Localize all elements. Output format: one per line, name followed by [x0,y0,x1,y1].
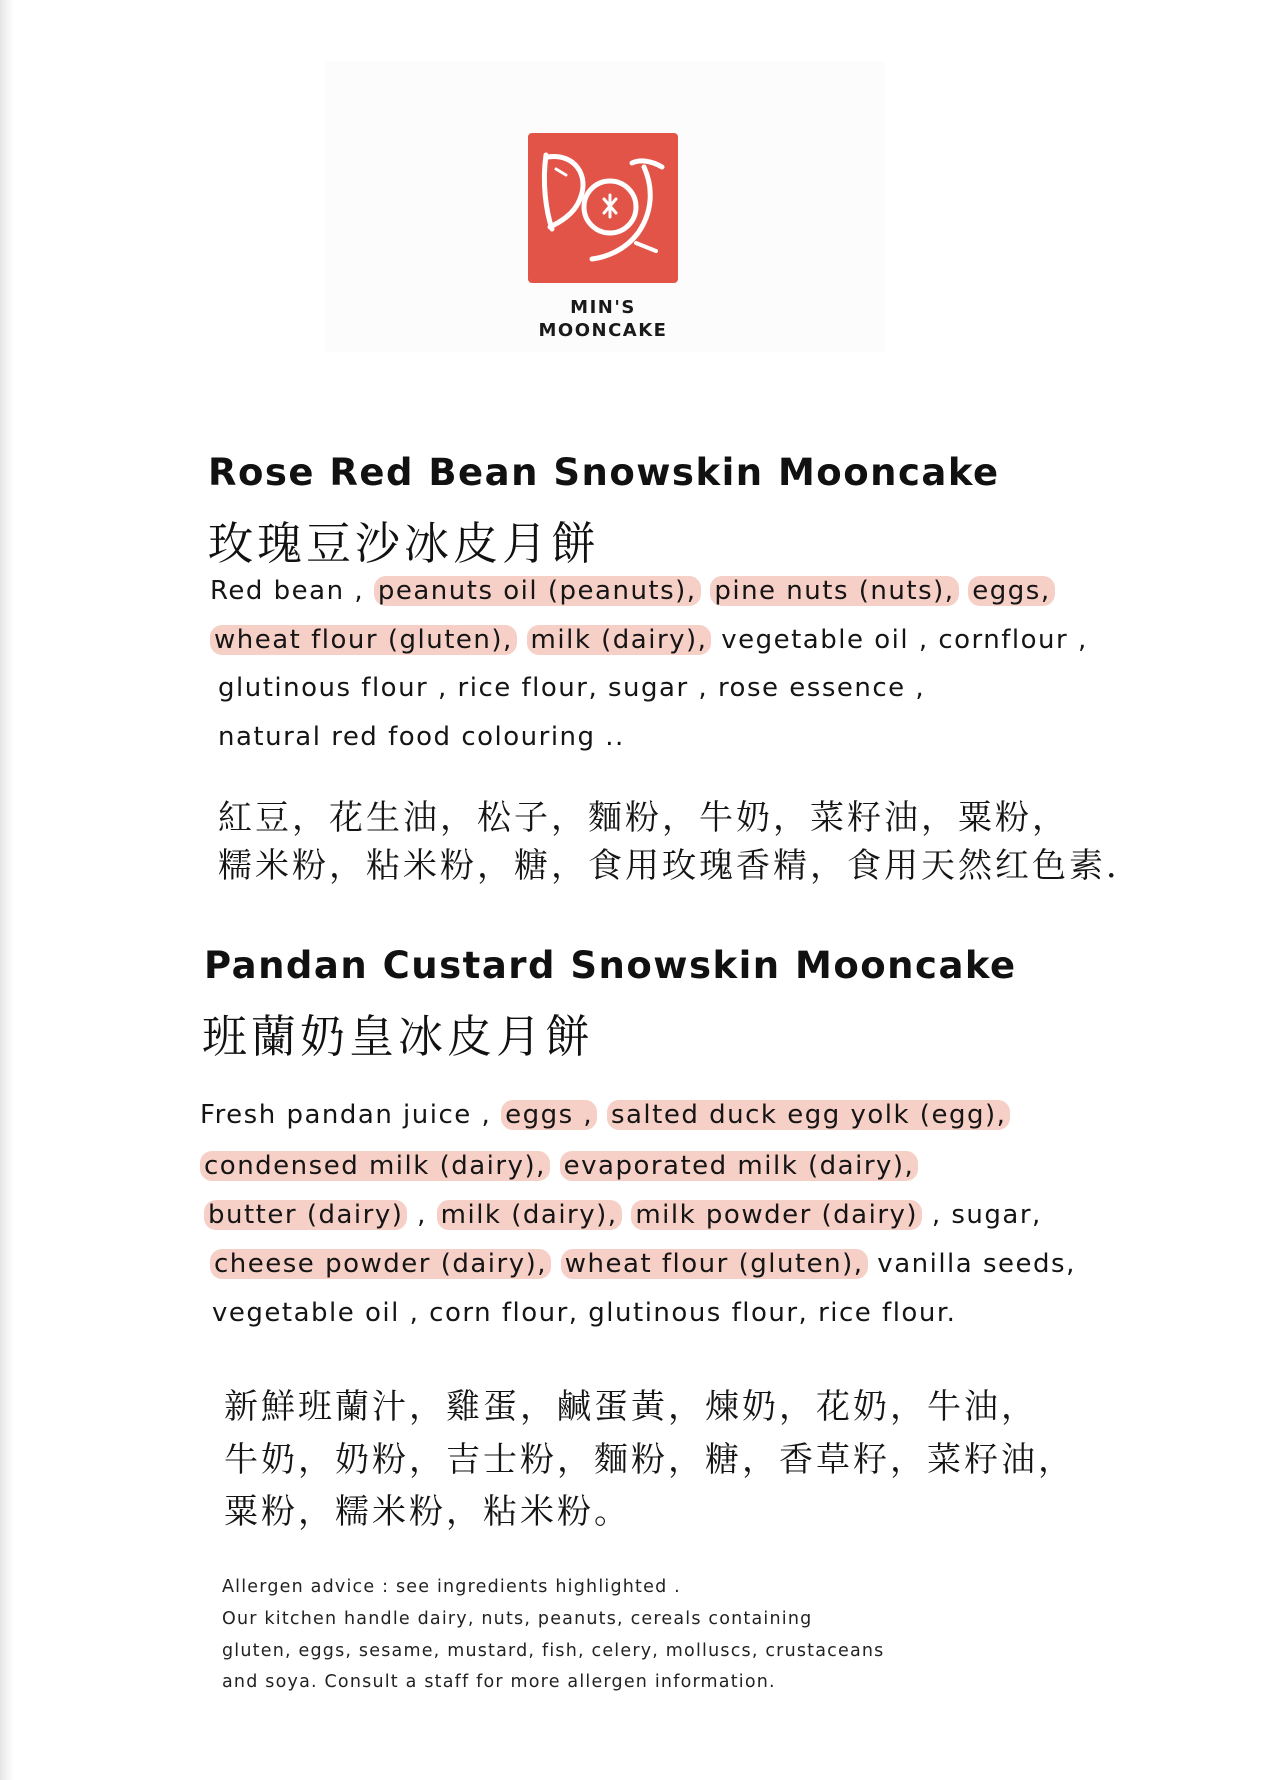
ingredient-text: , [407,1200,437,1230]
allergen-highlight: pine nuts (nuts), [710,576,958,606]
brand-name [500,296,706,342]
allergen-highlight: salted duck egg yolk (egg), [607,1100,1010,1130]
ingredients-en-line [210,625,1088,655]
ingredients-en-line [210,576,1055,606]
allergen-note-line: Allergen advice : see ingredients highlighted . [222,1577,681,1597]
allergen-note-line: Our kitchen handle dairy, nuts, peanuts, cereals containing [222,1609,813,1629]
allergen-highlight: condensed milk (dairy), [200,1151,550,1181]
allergen-highlight: peanuts oil (peanuts), [374,576,701,606]
ingredients-en-line [204,1200,1042,1230]
ingredients-zh-line: 粟粉，糯米粉，粘米粉。 [224,1492,631,1532]
product-title-en: Rose Red Bean Snowskin Mooncake [208,451,1000,494]
ingredients-en-line [218,673,925,703]
ingredient-text [551,1249,561,1279]
allergen-highlight: milk powder (dairy) [631,1200,922,1230]
ingredients-en-line [212,1298,956,1328]
product-title-en: Pandan Custard Snowskin Mooncake [204,944,1017,987]
ingredient-text: , sugar, [922,1200,1042,1230]
allergen-highlight: wheat flour (gluten), [210,625,517,655]
allergen-highlight: cheese powder (dairy), [210,1249,551,1279]
ingredient-text: vanilla seeds, [867,1249,1076,1279]
ingredient-text [622,1200,632,1230]
ingredients-en-line [218,722,625,752]
mooncake-stamp-icon [528,133,678,283]
allergen-highlight: eggs , [501,1100,597,1130]
ingredient-text: vegetable oil , corn flour, glutinous flour, rice flour. [212,1298,957,1328]
allergen-highlight: eggs, [968,576,1054,606]
ingredient-text: natural red food colouring .. [218,722,625,752]
allergen-highlight: milk (dairy), [437,1200,622,1230]
ingredient-text: vegetable oil , cornflour , [711,625,1088,655]
ingredients-en-line [210,1249,1076,1279]
allergen-note-line: and soya. Consult a staff for more allergen information. [222,1672,776,1692]
ingredient-text: Red bean , [210,576,374,606]
ingredient-text: Fresh pandan juice , [200,1100,502,1130]
ingredients-en-line [200,1100,1010,1130]
ingredient-text [517,625,527,655]
allergen-highlight: evaporated milk (dairy), [560,1151,919,1181]
ingredient-text [550,1151,560,1181]
allergen-note-line: gluten, eggs, sesame, mustard, fish, celery, molluscs, crustaceans [222,1641,885,1661]
product-title-zh: 班蘭奶皇冰皮月餅 [202,1010,595,1063]
brand-line-1: MIN'S [570,297,636,318]
ingredient-text [959,576,969,606]
stamp-mark-icon [528,133,678,283]
ingredients-en-line [200,1151,918,1181]
page-edge-shadow [0,0,14,1780]
ingredient-text [701,576,711,606]
ingredients-zh-line: 糯米粉，粘米粉，糖，食用玫瑰香精，食用天然红色素． [218,846,1143,886]
brand-line-2: MOONCAKE [538,320,668,341]
ingredients-zh-line: 紅豆，花生油，松子，麵粉，牛奶，菜籽油，粟粉， [218,798,1069,838]
allergen-highlight: wheat flour (gluten), [561,1249,868,1279]
ingredients-zh-line: 牛奶，奶粉，吉士粉，麵粉，糖，香草籽，菜籽油， [224,1440,1075,1480]
ingredient-text: glutinous flour , rice flour, sugar , rose essence , [218,673,926,703]
ingredient-text [597,1100,607,1130]
ingredients-zh-line: 新鮮班蘭汁，雞蛋，鹹蛋黃，煉奶，花奶，牛油， [224,1387,1038,1427]
allergen-highlight: butter (dairy) [204,1200,407,1230]
product-title-zh: 玫瑰豆沙冰皮月餅 [208,517,601,570]
allergen-highlight: milk (dairy), [527,625,712,655]
